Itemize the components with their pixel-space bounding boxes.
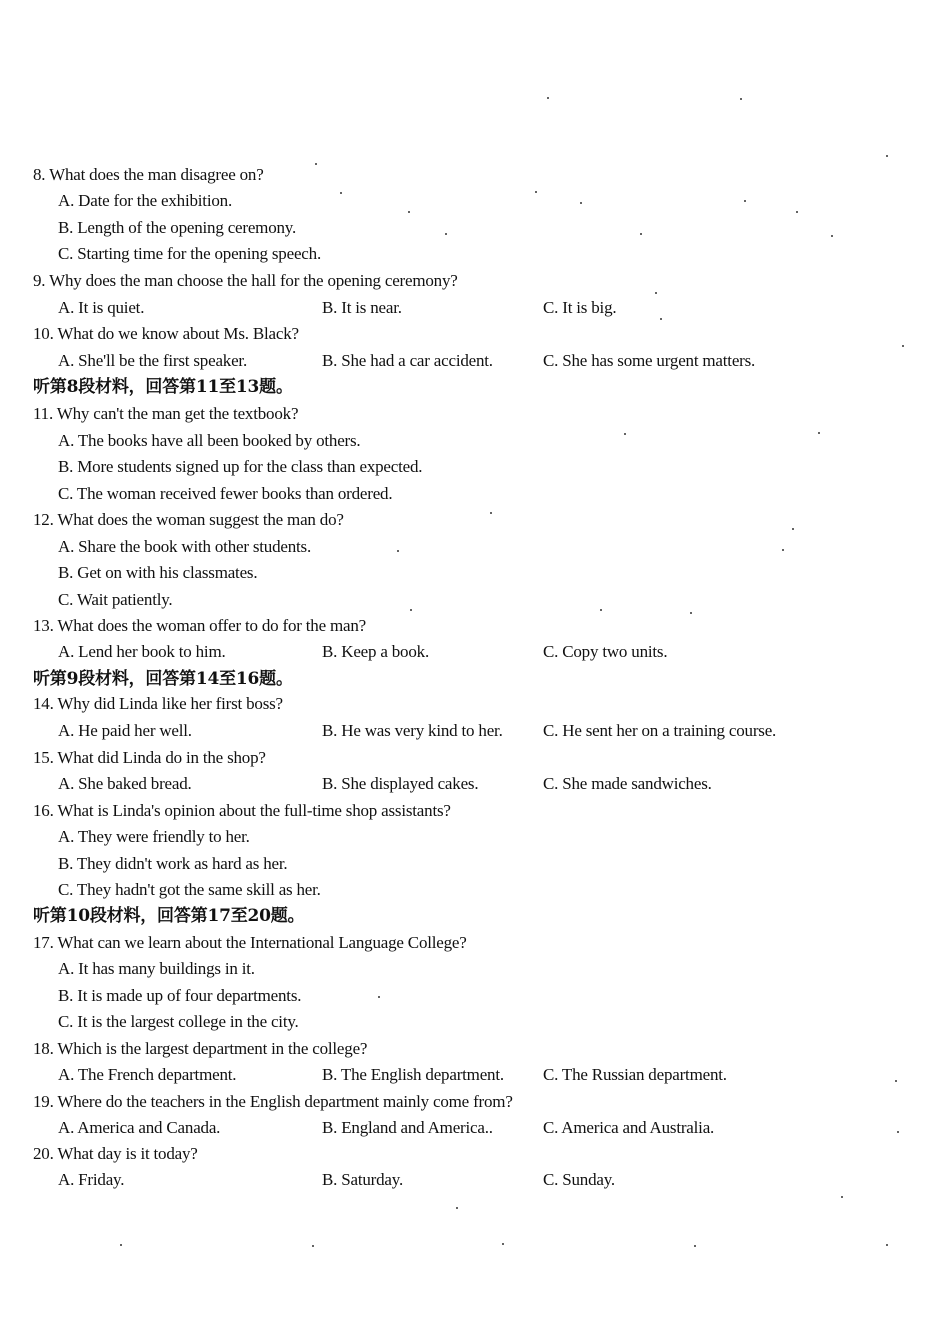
scan-speck (456, 1207, 458, 1209)
question-11-stem: 11. Why can't the man get the textbook? (33, 404, 299, 423)
question-19-option-a: A. America and Canada. (58, 1118, 221, 1137)
scan-speck (841, 1196, 843, 1198)
section-9-heading: 听第9段材料，回答第14至16题。 (33, 669, 293, 689)
scan-speck (744, 200, 746, 202)
question-17-option-c: C. It is the largest college in the city. (58, 1012, 299, 1031)
scan-speck (547, 97, 549, 99)
question-10-options (0, 348, 950, 374)
scan-speck (445, 233, 447, 235)
scan-speck (782, 549, 784, 551)
scan-speck (340, 192, 342, 194)
question-15-stem: 15. What did Linda do in the shop? (33, 748, 266, 767)
question-14-option-a: A. He paid her well. (58, 721, 192, 740)
scan-speck (895, 1080, 897, 1082)
question-18-option-c: C. The Russian department. (543, 1065, 727, 1084)
scan-speck (397, 550, 399, 552)
scan-speck (690, 612, 692, 614)
scan-speck (624, 433, 626, 435)
scan-speck (640, 233, 642, 235)
scan-speck (740, 98, 742, 100)
question-13-option-b: B. Keep a book. (322, 642, 430, 661)
scan-speck (902, 345, 904, 347)
scan-speck (818, 432, 820, 434)
question-13-options (0, 639, 950, 665)
question-18-stem: 18. Which is the largest department in the college? (33, 1039, 368, 1058)
question-17-stem: 17. What can we learn about the International Language College? (33, 933, 467, 952)
question-16-option-c: C. They hadn't got the same skill as her. (58, 880, 321, 899)
question-10-option-b: B. She had a car accident. (322, 351, 493, 370)
question-14-stem: 14. Why did Linda like her first boss? (33, 694, 283, 713)
scan-speck (312, 1245, 314, 1247)
question-8-stem: 8. What does the man disagree on? (33, 165, 264, 184)
question-18-options (0, 1062, 950, 1088)
scan-speck (796, 211, 798, 213)
question-8-option-c: C. Starting time for the opening speech. (58, 244, 321, 263)
question-11-option-a: A. The books have all been booked by others. (58, 431, 361, 450)
question-14-option-c: C. He sent her on a training course. (543, 721, 777, 740)
question-9-option-a: A. It is quiet. (58, 298, 145, 317)
question-13-option-c: C. Copy two units. (543, 642, 668, 661)
question-19-option-c: C. America and Australia. (543, 1118, 715, 1137)
question-14-options (0, 718, 950, 744)
question-15-option-b: B. She displayed cakes. (322, 774, 479, 793)
question-12-stem: 12. What does the woman suggest the man do? (33, 510, 344, 529)
question-9-option-b: B. It is near. (322, 298, 402, 317)
question-16-stem: 16. What is Linda's opinion about the full-time shop assistants? (33, 801, 451, 820)
question-15-option-a: A. She baked bread. (58, 774, 192, 793)
scan-speck (886, 155, 888, 157)
question-14-option-b: B. He was very kind to her. (322, 721, 503, 740)
question-15-option-c: C. She made sandwiches. (543, 774, 712, 793)
scan-speck (886, 1244, 888, 1246)
scan-speck (792, 528, 794, 530)
scan-speck (831, 235, 833, 237)
question-20-options (0, 1167, 950, 1193)
question-8-option-a: A. Date for the exhibition. (58, 191, 232, 210)
question-20-stem: 20. What day is it today? (33, 1144, 198, 1163)
scan-speck (897, 1131, 899, 1133)
scan-speck (660, 318, 662, 320)
question-20-option-c: C. Sunday. (543, 1170, 615, 1189)
question-20-option-a: A. Friday. (58, 1170, 125, 1189)
question-16-option-a: A. They were friendly to her. (58, 827, 250, 846)
question-17-option-a: A. It has many buildings in it. (58, 959, 255, 978)
question-17-option-b: B. It is made up of four departments. (58, 986, 302, 1005)
question-18-option-b: B. The English department. (322, 1065, 504, 1084)
question-9-option-c: C. It is big. (543, 298, 617, 317)
question-15-options (0, 771, 950, 797)
scan-speck (600, 609, 602, 611)
question-10-stem: 10. What do we know about Ms. Black? (33, 324, 299, 343)
scan-speck (655, 292, 657, 294)
scan-speck (580, 202, 582, 204)
question-12-option-b: B. Get on with his classmates. (58, 563, 258, 582)
question-19-options (0, 1115, 950, 1141)
scan-speck (408, 211, 410, 213)
scan-speck (535, 191, 537, 193)
scan-speck (120, 1244, 122, 1246)
scan-speck (410, 609, 412, 611)
section-8-heading: 听第8段材料，回答第11至13题。 (33, 377, 293, 397)
question-10-option-a: A. She'll be the first speaker. (58, 351, 248, 370)
scan-speck (378, 996, 380, 998)
scan-speck (315, 163, 317, 165)
question-11-option-b: B. More students signed up for the class than expected. (58, 457, 423, 476)
section-10-heading: 听第10段材料，回答第17至20题。 (33, 906, 305, 926)
question-10-option-c: C. She has some urgent matters. (543, 351, 756, 370)
scan-speck (502, 1243, 504, 1245)
question-9-options (0, 295, 950, 321)
question-16-option-b: B. They didn't work as hard as her. (58, 854, 288, 873)
question-18-option-a: A. The French department. (58, 1065, 237, 1084)
question-19-stem: 19. Where do the teachers in the English department mainly come from? (33, 1092, 513, 1111)
question-19-option-b: B. England and America.. (322, 1118, 493, 1137)
question-13-option-a: A. Lend her book to him. (58, 642, 226, 661)
question-13-stem: 13. What does the woman offer to do for the man? (33, 616, 366, 635)
scan-speck (694, 1245, 696, 1247)
scan-speck (490, 512, 492, 514)
question-12-option-c: C. Wait patiently. (58, 590, 173, 609)
question-11-option-c: C. The woman received fewer books than ordered. (58, 484, 393, 503)
question-8-option-b: B. Length of the opening ceremony. (58, 218, 297, 237)
question-9-stem: 9. Why does the man choose the hall for the opening ceremony? (33, 271, 458, 290)
question-12-option-a: A. Share the book with other students. (58, 537, 312, 556)
question-20-option-b: B. Saturday. (322, 1170, 404, 1189)
